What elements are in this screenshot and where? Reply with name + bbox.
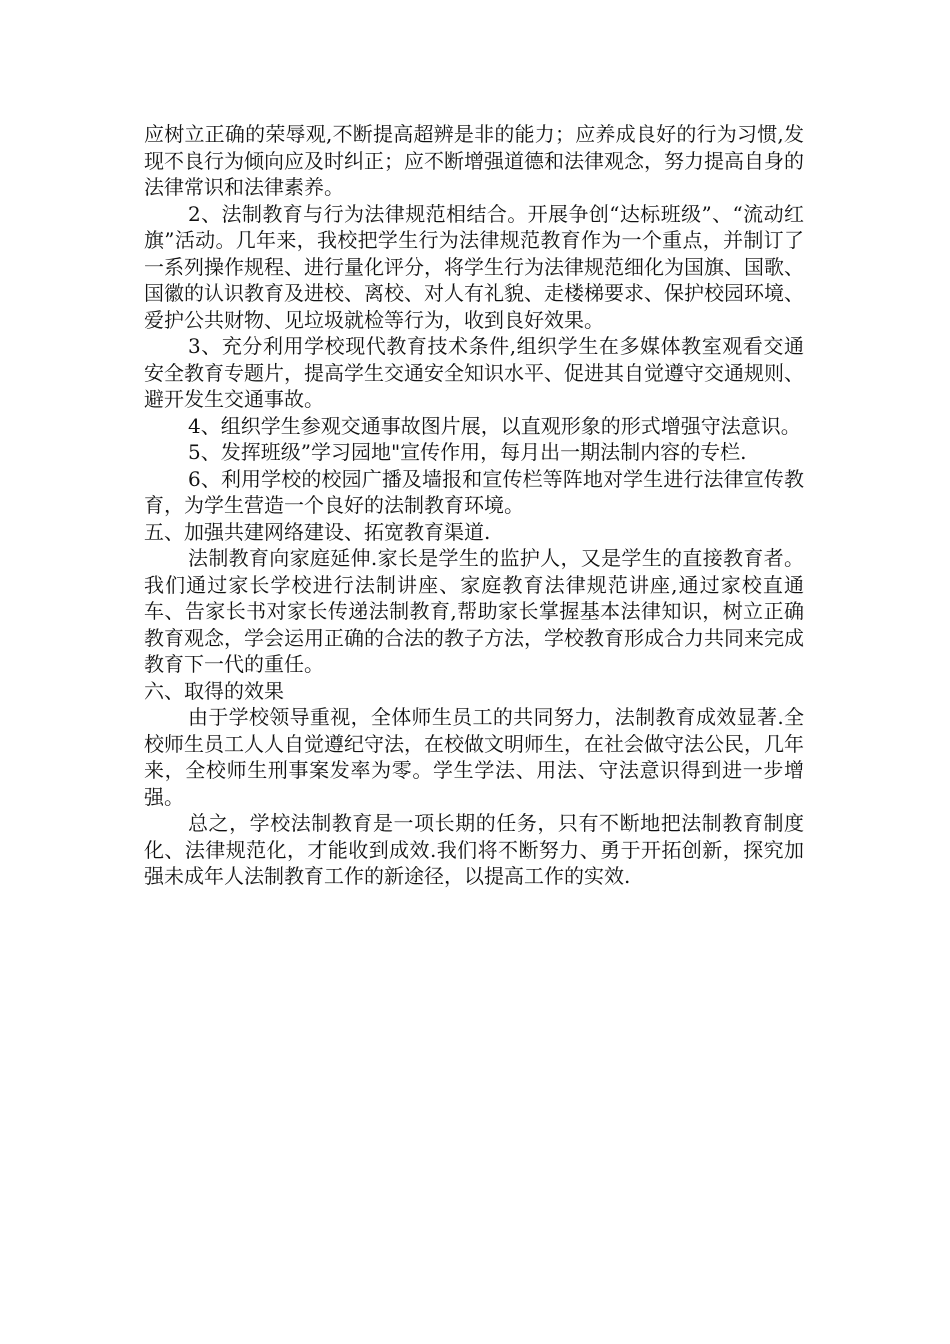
- section-heading-6: 六、取得的效果: [144, 678, 284, 703]
- paragraph-item-4: 4、组织学生参观交通事故图片展，以直观形象的形式增强守法意识。: [188, 413, 801, 438]
- paragraph-item-3: 3、充分利用学校现代教育技术条件,组织学生在多媒体教室观看交通安全教育专题片，提高学生交通安全知识水平、促进其自觉遵守交通规则、避开发生交通事故。: [144, 334, 804, 411]
- section-heading-5: 五、加强共建网络建设、拓宽教育渠道.: [144, 519, 491, 544]
- paragraph-item-6: 6、利用学校的校园广播及墙报和宣传栏等阵地对学生进行法律宣传教育，为学生营造一个良好的法制教育环境。: [144, 466, 804, 517]
- paragraph-conclusion: 总之，学校法制教育是一项长期的任务，只有不断地把法制教育制度化、法律规范化，才能收到成效.我们将不断努力、勇于开拓创新，探究加强未成年人法制教育工作的新途径，以提高工作的实效.: [144, 811, 804, 888]
- paragraph-family-education: 法制教育向家庭延伸.家长是学生的监护人，又是学生的直接教育者。我们通过家长学校进行法制讲座、家庭教育法律规范讲座,通过家校直通车、告家长书对家长传递法制教育,帮助家长掌握基本法律知识，树立正确教育观念，学会运用正确的合法的教子方法，学校教育形成合力共同来完成教育下一代的重任。: [144, 546, 804, 676]
- paragraph-item-2: 2、法制教育与行为法律规范相结合。开展争创“达标班级”、“流动红旗”活动。几年来，我校把学生行为法律规范教育作为一个重点，并制订了一系列操作规程、进行量化评分，将学生行为法律规范细化为国旗、国歌、国徽的认识教育及进校、离校、对人有礼貌、走楼梯要求、保护校园环境、爱护公共财物、见垃圾就检等行为，收到良好效果。: [144, 201, 804, 332]
- paragraph-continued-intro: 应树立正确的荣辱观,不断提高超辨是非的能力；应养成良好的行为习惯,发现不良行为倾向应及时纠正；应不断增强道德和法律观念，努力提高自身的法律常识和法律素养。: [144, 122, 804, 199]
- paragraph-item-5: 5、发挥班级”学习园地"宣传作用，每月出一期法制内容的专栏.: [188, 440, 747, 464]
- document-body: [144, 121, 804, 890]
- paragraph-results: 由于学校领导重视，全体师生员工的共同努力，法制教育成效显著.全校师生员工人人自觉遵纪守法，在校做文明师生，在社会做守法公民，几年来，全校师生刑事案发率为零。学生学法、用法、守法意识得到进一步增强。: [144, 705, 804, 809]
